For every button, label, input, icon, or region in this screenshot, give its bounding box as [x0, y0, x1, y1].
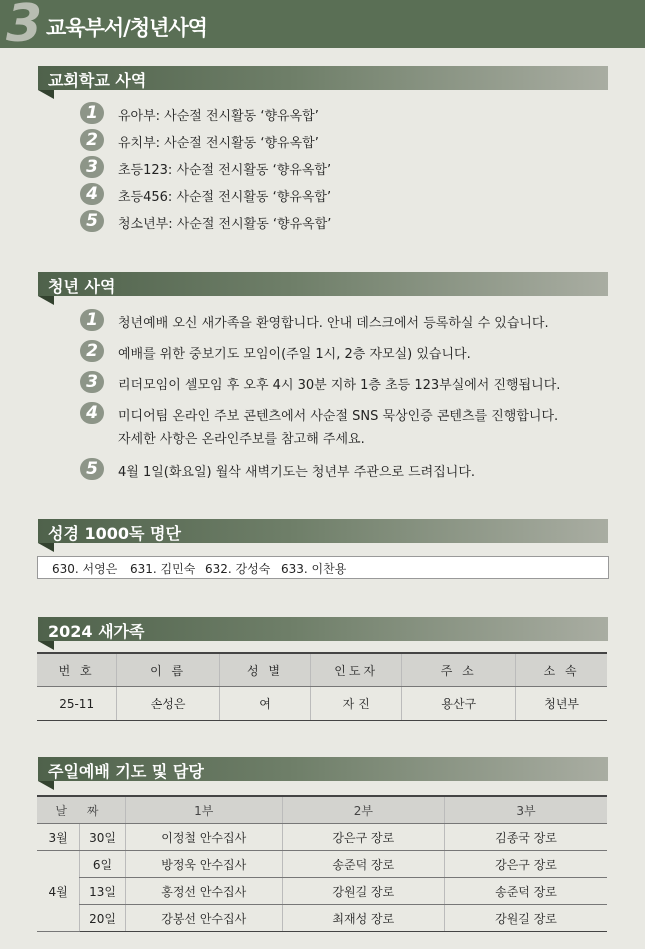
reader-entry: 633. 이찬용 — [281, 562, 347, 576]
table-row — [37, 824, 607, 851]
table-cell: 방정욱 안수집사 — [125, 851, 282, 878]
item-text: 4월 1일(화요일) 월삭 새벽기도는 청년부 주관으로 드려집니다. — [118, 465, 476, 480]
bible-reading-header — [38, 519, 608, 543]
bible-reading-list — [37, 556, 609, 579]
section-number: 3 — [6, 0, 43, 54]
number-badge: 5 — [80, 210, 104, 232]
number-badge: 3 — [80, 156, 104, 178]
day-cell: 6일 — [80, 851, 126, 878]
table-cell: 강은구 장로 — [282, 824, 444, 851]
number-badge: 1 — [80, 309, 104, 331]
item-text: 초등123: 사순절 전시활동 ‘향유옥합’ — [118, 163, 332, 178]
table-header-row — [37, 796, 607, 824]
number-badge: 1 — [80, 102, 104, 124]
item-text: 청년예배 오신 새가족을 환영합니다. 안내 데스크에서 등록하실 수 있습니다. — [118, 316, 549, 331]
item-subtext: 자세한 사항은 온라인주보를 참고해 주세요. — [118, 432, 365, 447]
new-family-header — [38, 617, 608, 641]
reader-entry: 631. 김민숙 — [130, 562, 196, 576]
item-text: 유아부: 사순절 전시활동 ‘향유옥합’ — [118, 109, 319, 124]
column-header: 성 별 — [219, 653, 310, 687]
prayer-header — [38, 757, 608, 781]
section-title: 주일예배 기도 및 담당 — [48, 762, 204, 781]
table-cell: 이정철 안수집사 — [125, 824, 282, 851]
table-cell: 강은구 장로 — [445, 851, 607, 878]
table-cell: 강원길 장로 — [282, 878, 444, 905]
column-header: 날 짜 — [37, 796, 125, 824]
table-cell: 송준덕 장로 — [445, 878, 607, 905]
number-badge: 4 — [80, 402, 104, 424]
item-text: 리더모임이 셀모임 후 오후 4시 30분 지하 1층 초등 123부실에서 진행됩니다. — [118, 378, 561, 393]
table-row — [37, 851, 607, 878]
reader-entry: 630. 서영은 — [52, 562, 118, 576]
month-cell: 3월 — [37, 824, 80, 851]
table-cell: 25-11 — [37, 687, 117, 721]
page-title: 교육부서/청년사역 — [46, 16, 207, 40]
table-cell: 강원길 장로 — [445, 905, 607, 932]
table-cell: 여 — [219, 687, 310, 721]
table-cell: 송준덕 장로 — [282, 851, 444, 878]
number-badge: 3 — [80, 371, 104, 393]
item-text: 예배를 위한 중보기도 모임이(주일 1시, 2층 자모실) 있습니다. — [118, 347, 471, 362]
section-title: 청년 사역 — [48, 277, 116, 296]
day-cell: 13일 — [80, 878, 126, 905]
table-header-row — [37, 653, 607, 687]
section-title: 교회학교 사역 — [48, 71, 147, 90]
table-cell: 용산구 — [402, 687, 516, 721]
number-badge: 5 — [80, 458, 104, 480]
header-bar — [0, 0, 645, 54]
column-header: 번 호 — [37, 653, 117, 687]
number-badge: 2 — [80, 340, 104, 362]
table-cell: 홍정선 안수집사 — [125, 878, 282, 905]
table-cell: 강봉선 안수집사 — [125, 905, 282, 932]
column-header: 소 속 — [516, 653, 607, 687]
column-header: 주 소 — [402, 653, 516, 687]
item-text: 청소년부: 사순절 전시활동 ‘향유옥합’ — [118, 217, 332, 232]
column-header: 3부 — [445, 796, 607, 824]
number-badge: 4 — [80, 183, 104, 205]
table-cell: 최재성 장로 — [282, 905, 444, 932]
reader-entry: 632. 강성숙 — [205, 562, 271, 576]
table-cell: 청년부 — [516, 687, 607, 721]
table-cell: 손성은 — [117, 687, 220, 721]
church-school-header — [38, 66, 608, 90]
month-cell: 4월 — [37, 851, 80, 932]
table-cell: 김종국 장로 — [445, 824, 607, 851]
section-title: 성경 1000독 명단 — [48, 524, 181, 543]
table-cell: 자 진 — [311, 687, 402, 721]
column-header: 2부 — [282, 796, 444, 824]
table-row — [37, 687, 607, 721]
day-cell: 30일 — [80, 824, 126, 851]
section-title: 2024 새가족 — [48, 622, 145, 641]
column-header: 이 름 — [117, 653, 220, 687]
table-row — [37, 878, 607, 905]
item-text: 유치부: 사순절 전시활동 ‘향유옥합’ — [118, 136, 319, 151]
column-header: 1부 — [125, 796, 282, 824]
number-badge: 2 — [80, 129, 104, 151]
day-cell: 20일 — [80, 905, 126, 932]
item-text: 초등456: 사순절 전시활동 ‘향유옥합’ — [118, 190, 332, 205]
column-header: 인도자 — [311, 653, 402, 687]
item-text: 미디어팀 온라인 주보 콘텐츠에서 사순절 SNS 묵상인증 콘텐츠를 진행합니다. — [118, 409, 559, 424]
prayer-table — [37, 795, 607, 932]
table-row — [37, 905, 607, 932]
youth-header — [38, 272, 608, 296]
new-family-table — [37, 652, 607, 721]
